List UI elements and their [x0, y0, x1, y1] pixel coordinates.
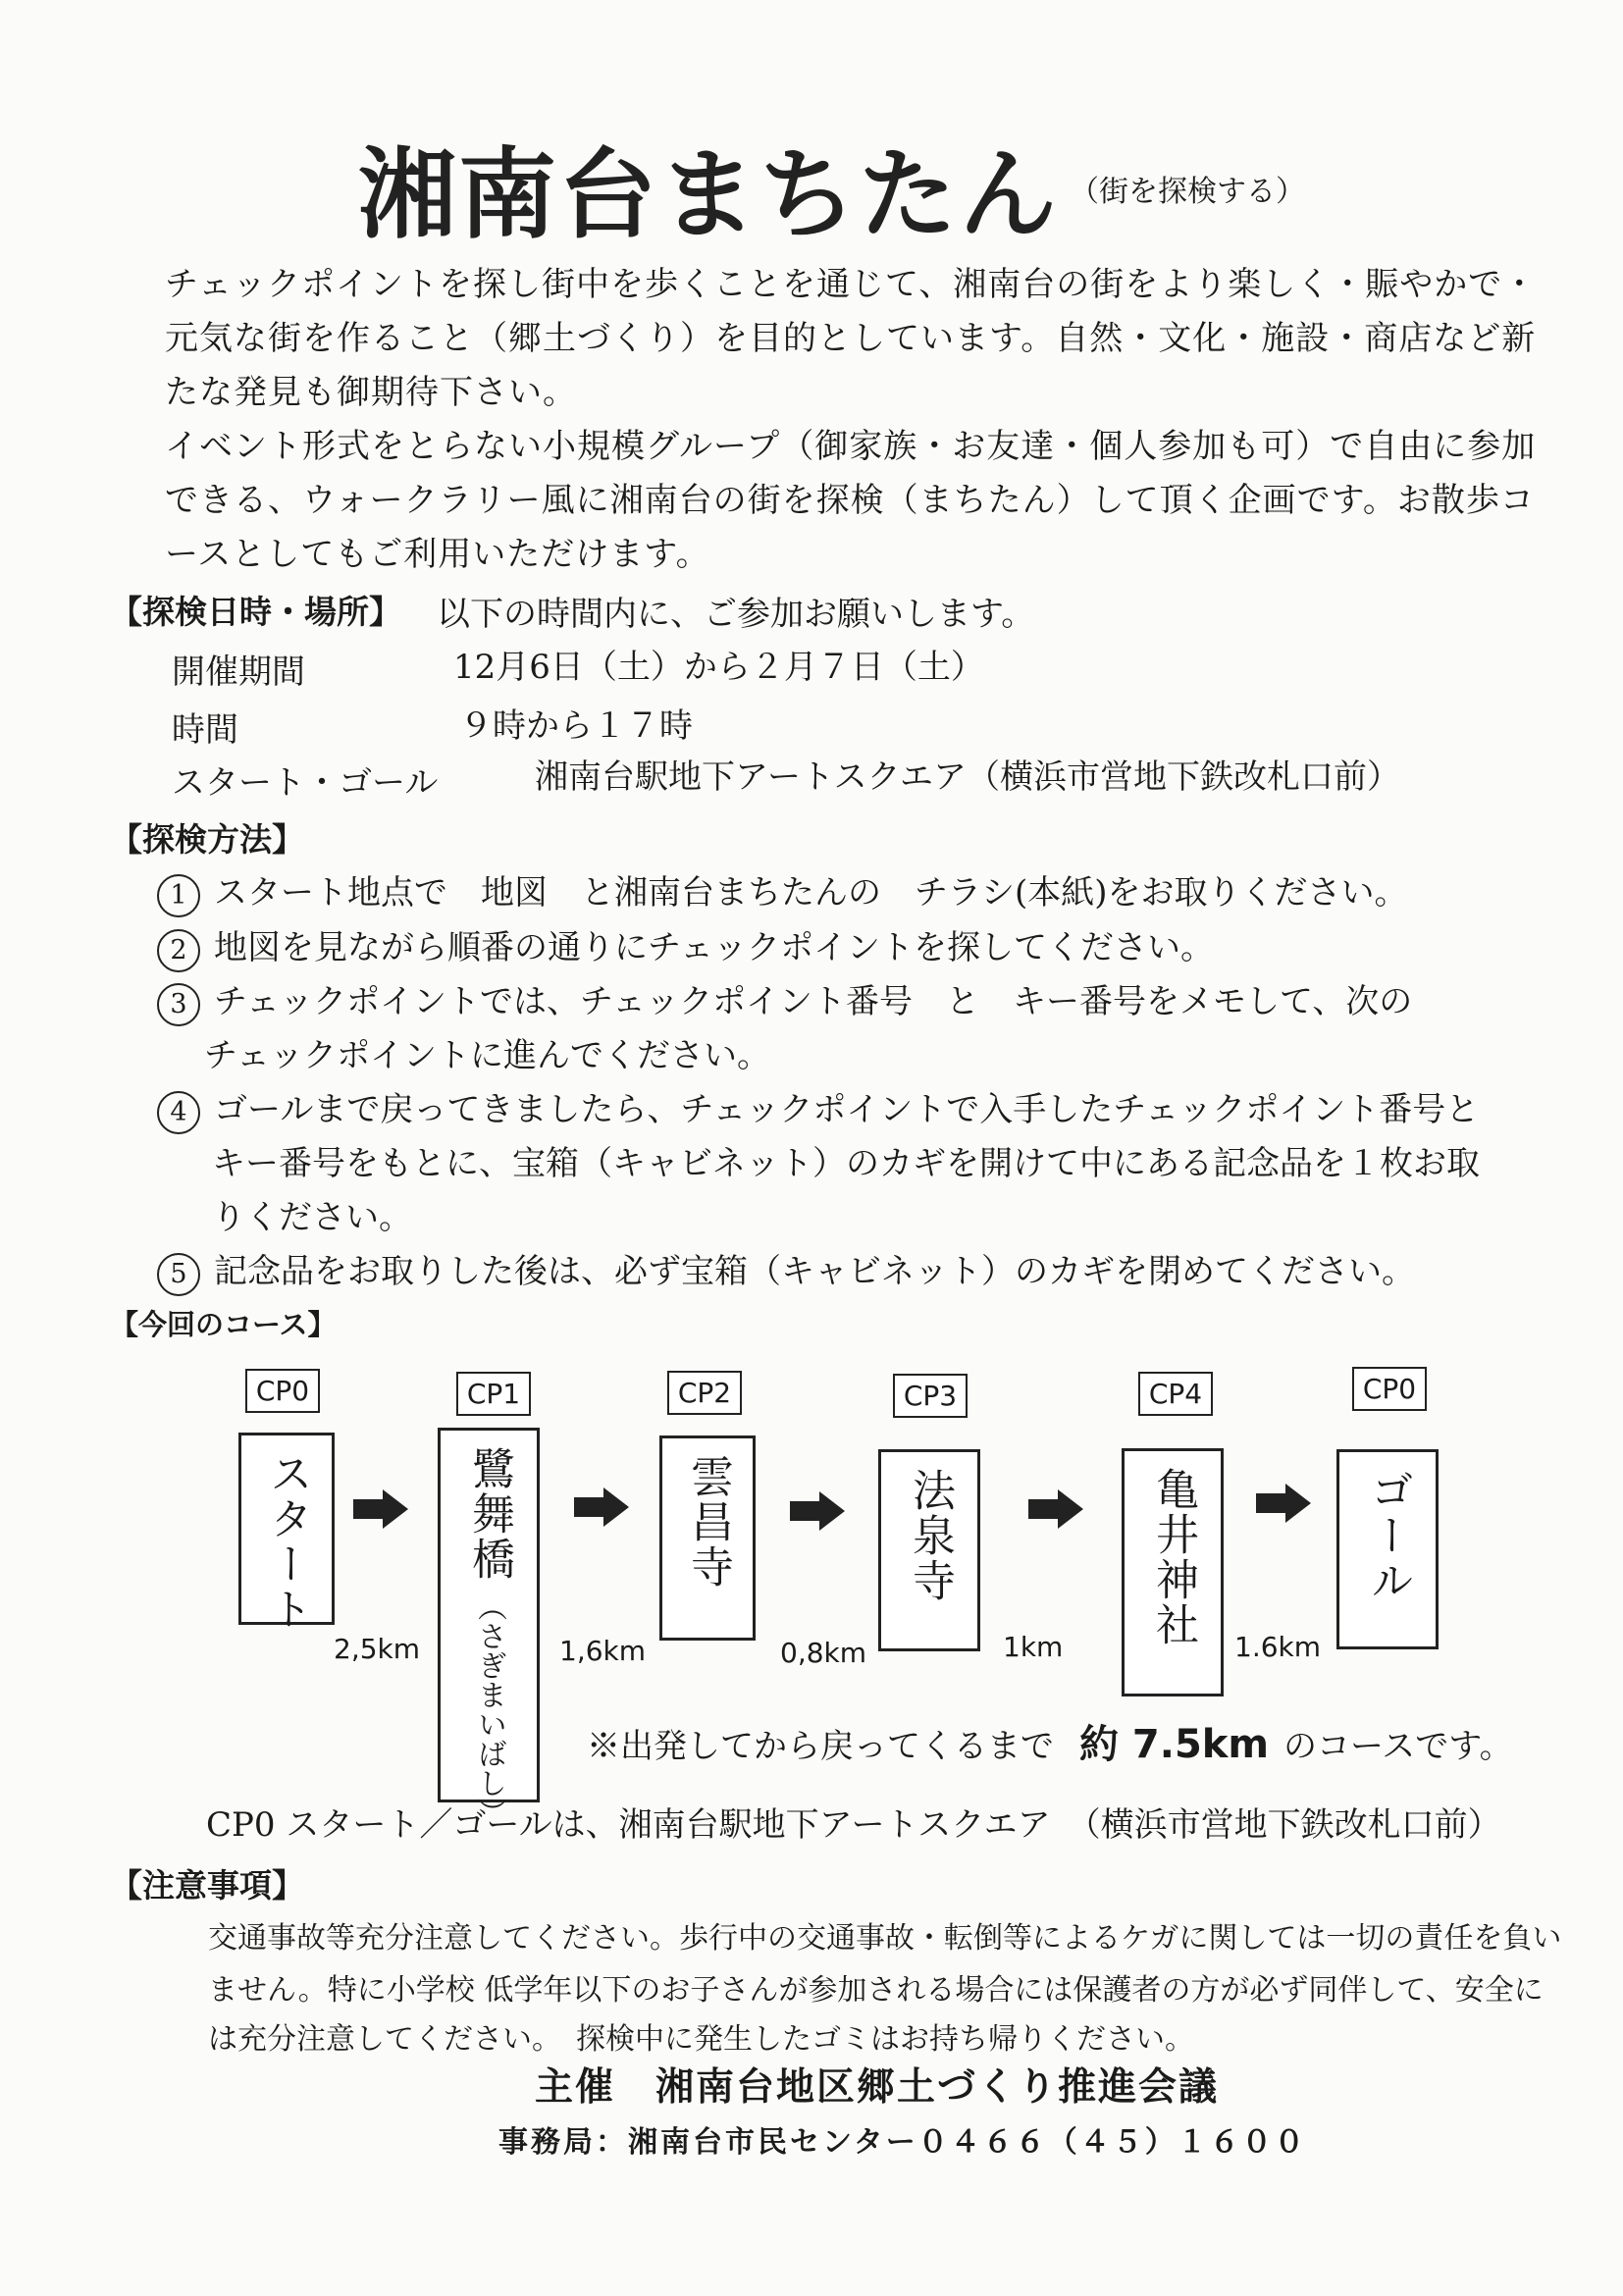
cp-label: CP3	[893, 1374, 968, 1418]
checkpoint-box-cp4	[1122, 1448, 1224, 1696]
schedule-heading: 【探検日時・場所】	[110, 593, 401, 631]
checkpoint-box-start	[238, 1433, 335, 1632]
checkpoint-box-cp1	[438, 1428, 540, 1827]
cp-label: CP2	[667, 1371, 742, 1415]
checkpoint-name: 雲昌寺	[683, 1454, 733, 1590]
checkpoint-name: 亀井神社	[1148, 1467, 1198, 1647]
method-step	[157, 1244, 1415, 1296]
intro-line: 元気な街を作ること（郷土づくり）を目的としています。自然・文化・施設・商店など新	[165, 319, 1537, 358]
page-title: 湘南台まちたん	[358, 137, 1059, 252]
checkpoint-name: スタート	[262, 1451, 312, 1632]
office-contact: 事務局：湘南台市民センター０４６６（４５）１６００	[498, 2125, 1307, 2160]
course-note: CP0 スタート／ゴールは、湘南台駅地下アートスクエア （横浜市営地下鉄改札口前）	[206, 1805, 1501, 1845]
step-number: 2	[157, 929, 200, 972]
step-text: キー番号をもとに、宝箱（キャビネット）のカギを開けて中にある記念品を１枚お取	[212, 1144, 1480, 1183]
course-heading: 【今回のコース】	[110, 1308, 337, 1341]
schedule-lead: 以下の時間内に、ご参加お願いします。	[437, 595, 1035, 634]
segment-distance: 0,8km	[780, 1637, 867, 1669]
place-value: 湘南台駅地下アートスクエア（横浜市営地下鉄改札口前）	[535, 757, 1400, 797]
caution-heading: 【注意事項】	[110, 1866, 304, 1905]
organizer: 主催 湘南台地区郷土づくり推進会議	[535, 2064, 1220, 2110]
cp-label: CP0	[1352, 1367, 1427, 1411]
place-label: スタート・ゴール	[172, 763, 439, 803]
step-number: 5	[157, 1253, 200, 1296]
step-number: 3	[157, 983, 200, 1026]
method-heading: 【探検方法】	[110, 820, 304, 859]
segment-distance: 2,5km	[334, 1633, 421, 1665]
arrow-right-icon	[574, 1487, 629, 1527]
method-step	[157, 865, 1408, 917]
cp-label: CP4	[1138, 1372, 1213, 1416]
checkpoint-name: 鷺舞橋	[464, 1446, 514, 1582]
segment-distance: 1km	[1003, 1631, 1064, 1663]
arrow-right-icon	[353, 1489, 408, 1529]
cp-label: CP1	[456, 1372, 531, 1416]
step-number: 1	[157, 874, 200, 917]
period-label: 開催期間	[172, 652, 305, 692]
arrow-right-icon	[1256, 1484, 1311, 1523]
step-text: チェックポイントに進んでください。	[204, 1036, 770, 1075]
step-text: 記念品をお取りした後は、必ず宝箱（キャビネット）のカギを閉めてください。	[214, 1252, 1415, 1291]
checkpoint-box-cp2	[659, 1435, 756, 1641]
caution-line: は充分注意してください。 探検中に発生したゴミはお持ち帰りください。	[208, 2022, 1194, 2057]
period-value: 12月6日（土）から２月７日（土）	[453, 648, 984, 687]
time-value: ９時から１７時	[459, 706, 693, 746]
total-distance: 約 7.5km	[1079, 1722, 1270, 1767]
intro-line: イベント形式をとらない小規模グループ（御家族・お友達・個人参加も可）で自由に参加	[165, 427, 1537, 466]
step-text: チェックポイントでは、チェックポイント番号 と キー番号をメモして、次の	[214, 982, 1413, 1021]
checkpoint-box-cp3	[878, 1449, 980, 1651]
step-number: 4	[157, 1091, 200, 1134]
step-text: 地図を見ながら順番の通りにチェックポイントを探してください。	[214, 928, 1214, 967]
arrow-right-icon	[1028, 1489, 1083, 1529]
arrow-right-icon	[790, 1491, 845, 1531]
method-step	[157, 974, 1412, 1026]
checkpoint-name: ゴール	[1363, 1468, 1413, 1603]
intro-line: たな発見も御期待下さい。	[165, 373, 577, 412]
segment-distance: 1.6km	[1234, 1631, 1322, 1663]
method-step	[157, 920, 1214, 972]
total-suffix: のコースです。	[1283, 1727, 1513, 1766]
caution-line: ません。特に小学校 低学年以下のお子さんが参加される場合には保護者の方が必ず同伴して、安全に	[208, 1973, 1544, 2008]
checkpoint-reading: （さぎまいばし）	[472, 1592, 506, 1827]
intro-line: できる、ウォークラリー風に湘南台の街を探検（まちたん）して頂く企画です。お散歩コ	[165, 481, 1535, 520]
time-label: 時間	[172, 710, 238, 750]
step-text: りください。	[212, 1198, 412, 1237]
step-text: スタート地点で 地図 と湘南台まちたんの チラシ(本紙)をお取りください。	[214, 873, 1408, 913]
page-subtitle: （街を探検する）	[1070, 175, 1305, 209]
total-prefix: ※出発してから戻ってくるまで	[587, 1727, 1054, 1766]
method-step	[157, 1082, 1479, 1134]
step-text: ゴールまで戻ってきましたら、チェックポイントで入手したチェックポイント番号と	[214, 1090, 1480, 1129]
checkpoint-name: 法泉寺	[905, 1468, 955, 1603]
checkpoint-box-goal	[1336, 1449, 1439, 1649]
cp-label: CP0	[245, 1369, 320, 1413]
intro-line: チェックポイントを探し街中を歩くことを通じて、湘南台の街をより楽しく・賑やかで・	[165, 265, 1538, 304]
caution-line: 交通事故等充分注意してください。歩行中の交通事故・転倒等によるケガに関しては一切の責任を負い	[208, 1921, 1562, 1956]
intro-line: ースとしてもご利用いただけます。	[165, 535, 710, 574]
segment-distance: 1,6km	[559, 1635, 647, 1667]
